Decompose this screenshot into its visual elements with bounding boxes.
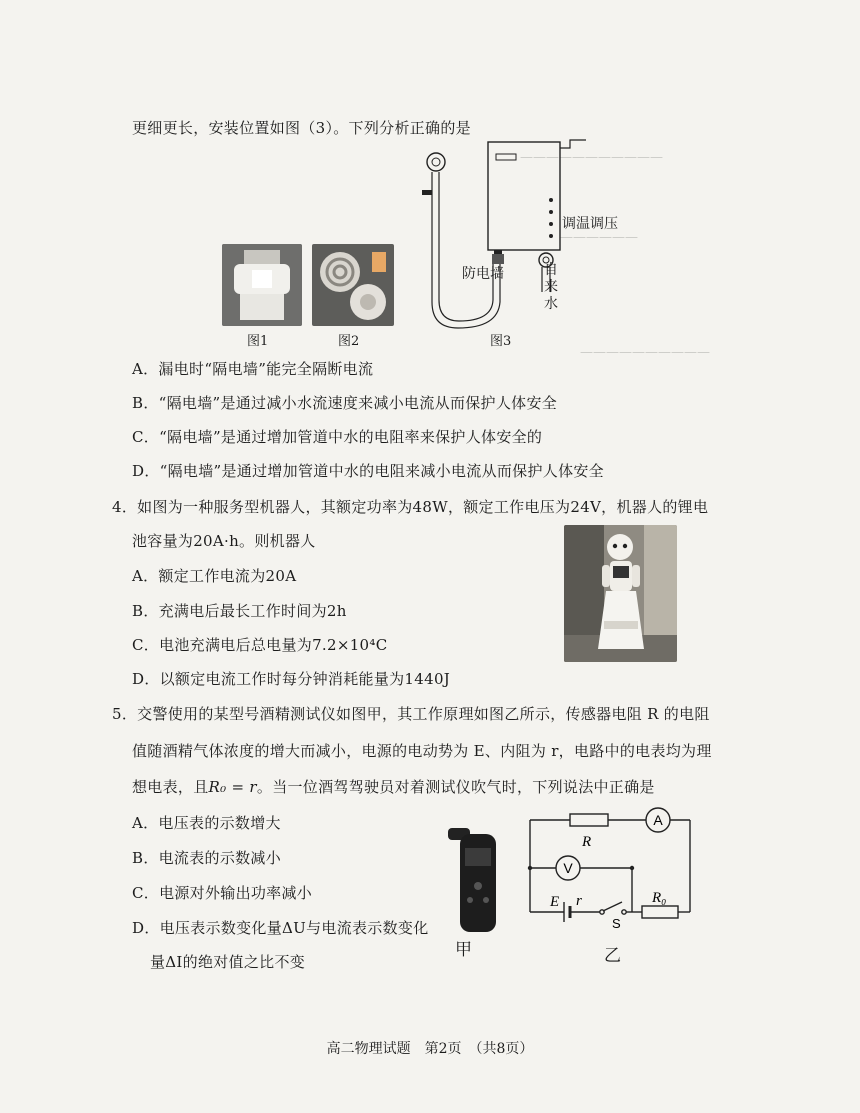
q3-option-d: D．“隔电墙”是通过增加管道中水的电阻来减小电流从而保护人体安全 <box>132 462 604 480</box>
breathalyzer-drawing <box>446 826 506 936</box>
q5-option-b: B．电流表的示数减小 <box>132 849 282 867</box>
ammeter-label: A <box>653 812 663 828</box>
voltmeter-label: V <box>563 860 573 876</box>
circuit-label-r: R <box>582 834 592 850</box>
fig3-caption: 图3 <box>490 334 512 349</box>
fig-jia-caption: 甲 <box>455 940 472 960</box>
label-adjust: 调温调压 <box>562 216 618 232</box>
q4-option-a: A．额定工作电流为20A <box>132 567 297 585</box>
q4-stem-line1: 4．如图为一种服务型机器人，其额定功率为48W，额定工作电压为24V，机器人的锂电 <box>112 498 709 516</box>
circuit-label-r-internal: r <box>576 893 582 909</box>
q4-option-c: C．电池充满电后总电量为7.2×10⁴C <box>132 636 388 654</box>
switch-label: S <box>612 916 621 931</box>
fig-yi-caption: 乙 <box>604 946 621 966</box>
page-footer: 高二物理试题 第2页 （共8页） <box>326 1041 534 1057</box>
q5-option-d-cont: 量ΔI的绝对值之比不变 <box>150 953 306 971</box>
circuit-label-r0: R₀ <box>652 890 667 906</box>
q3-intro: 更细更长，安装位置如图（3）。下列分析正确的是 <box>132 119 471 137</box>
q5-option-a: A．电压表的示数增大 <box>132 814 281 832</box>
q5-stem-line1: 5．交警使用的某型号酒精测试仪如图甲，其工作原理如图乙所示，传感器电阻 R 的电阻 <box>112 705 710 723</box>
exam-page: ——————————— —————— —————————— 更细更长，安装位置如图（3）。下列分析正确的是 图1 图2 调温调压 防电墙 自 来 水 图3 A．漏电时“隔电墙”能完全隔断电流 B．“隔电墙”是通过减小水流速度来减小电流从而保护人体安全 C．“隔电墙”是通过增加管道中水的电阻率来保护人体安全的 D．“隔电墙”是通过增加管道中水的电阻来减小电流从而保护人体安全 4．如图为一种服务型机器人，其额定功率为48W，额定工作电压为24V，机器人的锂电 池容量为20A·h。则机器人 A．额定工作电流为20A B．充满电后最长工作时间为2h C．电池充满电后总电量为7.2×10⁴C D．以额定电流工作时每分钟消耗能量为1440J 5．交警使用的某型号酒精测试仪如图甲，其工作原理如图乙所示，传感器电阻 R 的电阻 值随酒精气体浓度的增大而减小，电源的电动势为 E、内阻为 r，电路中的电表均为理 想电表，且R₀ = r。当一位酒驾驾驶员对着测试仪吹气时，下列说法中正确是 A．电压表的示数增大 B．电流表的示数减小 C．电源对外输出功率减小 D．电压表示数变化量ΔU与电流表示数变化 量ΔI的绝对值之比不变 甲 R A V E r S R₀ 乙 高二物理试题 第2页 （共8页） <box>0 0 860 1113</box>
robot-photo <box>564 525 677 662</box>
circuit-diagram <box>520 806 700 936</box>
q4-option-d: D．以额定电流工作时每分钟消耗能量为1440J <box>132 670 451 688</box>
q4-stem-line2: 池容量为20A·h。则机器人 <box>132 532 316 550</box>
label-water: 自 来 水 <box>544 262 558 312</box>
fig1-caption: 图1 <box>247 334 269 349</box>
circuit-label-e: E <box>550 894 560 910</box>
q5-option-c: C．电源对外输出功率减小 <box>132 884 313 902</box>
q3-option-c: C．“隔电墙”是通过增加管道中水的电阻率来保护人体安全的 <box>132 428 543 446</box>
label-wall: 防电墙 <box>462 266 504 282</box>
fig3-drawing <box>418 132 593 337</box>
q5-condition: R₀ = r <box>208 778 257 796</box>
fig2-caption: 图2 <box>338 334 360 349</box>
q4-option-b: B．充满电后最长工作时间为2h <box>132 602 347 620</box>
fig1-photo <box>222 244 302 326</box>
q5-option-d: D．电压表示数变化量ΔU与电流表示数变化 <box>132 919 429 937</box>
q5-stem-line3: 想电表，且R₀ = r。当一位酒驾驾驶员对着测试仪吹气时，下列说法中正确是 <box>132 778 655 796</box>
q5-stem-line2: 值随酒精气体浓度的增大而减小，电源的电动势为 E、内阻为 r，电路中的电表均为理 <box>132 742 712 760</box>
fig2-photo <box>312 244 394 326</box>
q3-option-b: B．“隔电墙”是通过减小水流速度来减小电流从而保护人体安全 <box>132 394 558 412</box>
q3-option-a: A．漏电时“隔电墙”能完全隔断电流 <box>132 360 374 378</box>
